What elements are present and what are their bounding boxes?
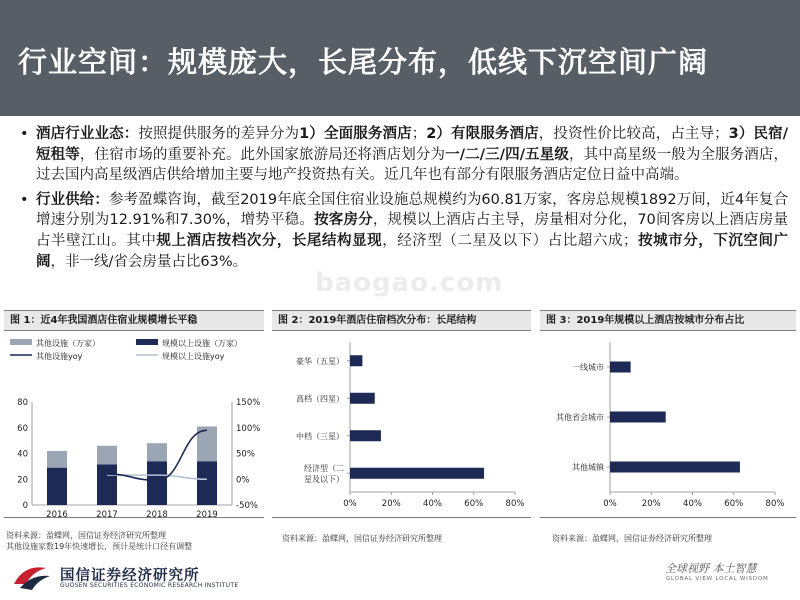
- slogan: 全球视野 本土智慧: [665, 562, 757, 575]
- figure-2-source: 资料来源：盈蝶网，国信证券经济研究所整理: [282, 534, 442, 543]
- figure-3-chart: [540, 332, 796, 518]
- bullet-text: ，规模以上酒店占主导，房量相对分化，70间客房以上酒店房量占半壁江山。其中: [36, 212, 789, 249]
- bar-other-2017: [97, 446, 117, 465]
- bullet-keyword: 按客房分: [314, 212, 373, 229]
- y-tick-label: 60: [17, 423, 28, 434]
- bar-经济型（二星及以下）: [350, 468, 484, 479]
- bullet-dot-icon: •: [20, 126, 29, 142]
- value-tick-label: 60%: [464, 499, 484, 509]
- bullet-keyword: 一/二/三/四/五星级: [445, 146, 569, 163]
- x-tick-label: 2018: [146, 510, 168, 518]
- legend-swatch-1: [136, 339, 158, 345]
- figure-2-chart: [272, 332, 531, 518]
- figure-2-tier-distribution: [272, 310, 531, 518]
- bullet-dot-icon: •: [20, 191, 29, 208]
- bullet-text: ；: [411, 126, 427, 142]
- x-tick-label: 2019: [196, 510, 218, 518]
- category-label: 经济型（二: [304, 463, 344, 473]
- slogan-en: GLOBAL VIEW LOCAL WISDOM: [666, 576, 769, 582]
- bullet-text: ，非一线/省会房量占比63%。: [50, 253, 248, 270]
- figure-3-city-distribution: [540, 310, 796, 518]
- bullet-label: 酒店行业业态：: [36, 126, 139, 142]
- legend-label-1: 规模以上设施（万家）: [162, 339, 242, 348]
- value-tick-label: 40%: [423, 499, 442, 509]
- value-tick-label: 0%: [343, 499, 357, 509]
- legend-label-3: 规模以上设施yoy: [162, 352, 225, 361]
- category-label: 豪华（五星）: [296, 356, 344, 366]
- bullet-list: [14, 124, 788, 276]
- figure-1-supply-growth: [4, 310, 264, 518]
- bar-other-2018: [147, 443, 167, 461]
- bullet-text: ，其中高星级一般为全服务酒店，过去国内高星级酒店供给增加主要与地产投资热有关。近几年也有部分有限服务酒店定位日益中高端。: [36, 146, 789, 184]
- institute-name: 国信证券经济研究所: [60, 568, 200, 584]
- bullet-hotel-format: [14, 124, 788, 186]
- bar-other-2016: [47, 451, 67, 468]
- bullet-keyword: 按城市分，下沉空间广阔: [36, 232, 789, 270]
- category-label: 其他城镇: [572, 463, 604, 472]
- bar-中档（三星）: [350, 430, 381, 441]
- figure-1-source: 资料来源：盈蝶网，国信证券经济研究所整理: [6, 531, 166, 540]
- category-label: 其他省会城市: [556, 413, 604, 422]
- y2-tick-label: 100%: [236, 423, 261, 434]
- figure-1-note: 其他设施家数19年快速增长，预计是统计口径有调整: [6, 542, 193, 551]
- page-title: 行业空间：规模庞大，长尾分布，低线下沉空间广阔: [18, 45, 709, 79]
- y2-tick-label: 150%: [236, 398, 261, 408]
- figure-1-chart: [4, 332, 264, 518]
- value-tick-label: 80%: [505, 499, 525, 509]
- figure-3-source: 资料来源：盈蝶网，国信证券经济研究所整理: [552, 534, 712, 543]
- bar-scale-above-2019: [197, 461, 217, 505]
- value-tick-label: 20%: [381, 499, 401, 509]
- bullet-text: 参考盈蝶咨询，截至2019年底全国住宿业设施总规模约为60.81万家，客房总规模1892万间，近4年复合增速分别为12.91%和7.30%，增势平稳。: [36, 191, 788, 229]
- bullet-keyword: 2）有限服务酒店: [426, 126, 539, 142]
- y-tick-label: 20: [17, 475, 28, 486]
- bullet-keyword: 3）民宿/短租等: [36, 126, 789, 163]
- category-label: 一线城市: [572, 363, 604, 372]
- guosen-logo: [10, 562, 310, 592]
- bullet-text: ，经济型（二星及以下）占比超六成；: [382, 232, 638, 249]
- category-label: 星及以下）: [304, 474, 344, 484]
- legend-swatch-0: [10, 339, 32, 345]
- header-bar: [0, 0, 800, 116]
- figure-1-title: 图 1：近4年我国酒店住宿业规模增长平稳: [4, 311, 264, 331]
- value-tick-label: 80%: [765, 499, 785, 509]
- x-tick-label: 2016: [46, 510, 68, 518]
- bar-scale-above-2016: [47, 468, 67, 505]
- bullet-industry-supply: [14, 190, 788, 272]
- bullet-keyword: 1）全面服务酒店: [299, 126, 412, 142]
- bullet-text: 按照提供服务的差异分为: [138, 126, 300, 142]
- bullet-text: ，投资性价比较高，占主导；: [538, 126, 729, 142]
- legend-label-2: 其他设施yoy: [36, 352, 83, 361]
- y2-tick-label: 0%: [236, 475, 250, 486]
- bar-scale-above-2018: [147, 461, 167, 505]
- figure-2-title: 图 2：2019年酒店住宿档次分布：长尾结构: [272, 311, 531, 331]
- figure-3-title: 图 3：2019年规模以上酒店按城市分布占比: [540, 311, 796, 331]
- bar-scale-above-2017: [97, 464, 117, 505]
- bar-其他省会城市: [610, 412, 666, 423]
- category-label: 中档（三星）: [296, 431, 344, 441]
- y2-tick-label: -50%: [236, 501, 258, 511]
- value-tick-label: 20%: [641, 499, 661, 509]
- category-label: 高档（四星）: [296, 394, 344, 404]
- y-tick-label: 0: [22, 501, 28, 511]
- bar-一线城市: [610, 362, 631, 373]
- legend-label-0: 其他设施（万家）: [36, 339, 100, 348]
- bar-其他城镇: [610, 462, 740, 473]
- y-tick-label: 40: [17, 449, 28, 460]
- y-tick-label: 80: [17, 398, 28, 408]
- guosen-emblem-icon: [10, 562, 54, 592]
- watermark: baogao.com: [315, 268, 504, 298]
- value-tick-label: 0%: [603, 499, 617, 509]
- bar-高档（四星）: [350, 393, 375, 404]
- bullet-text: ，住宿市场的重要补充。此外国家旅游局还将酒店划分为: [79, 146, 446, 163]
- value-tick-label: 60%: [724, 499, 744, 509]
- institute-name-en: GUOSEN SECURITIES ECONOMIC RESEARCH INSTITUTE: [60, 582, 239, 589]
- x-tick-label: 2017: [96, 510, 118, 518]
- bullet-keyword: 规上酒店按档次分，长尾结构显现: [156, 232, 383, 249]
- y2-tick-label: 50%: [236, 449, 255, 460]
- value-tick-label: 40%: [683, 499, 702, 509]
- bullet-label: 行业供给：: [36, 191, 109, 208]
- bar-豪华（五星）: [350, 355, 362, 366]
